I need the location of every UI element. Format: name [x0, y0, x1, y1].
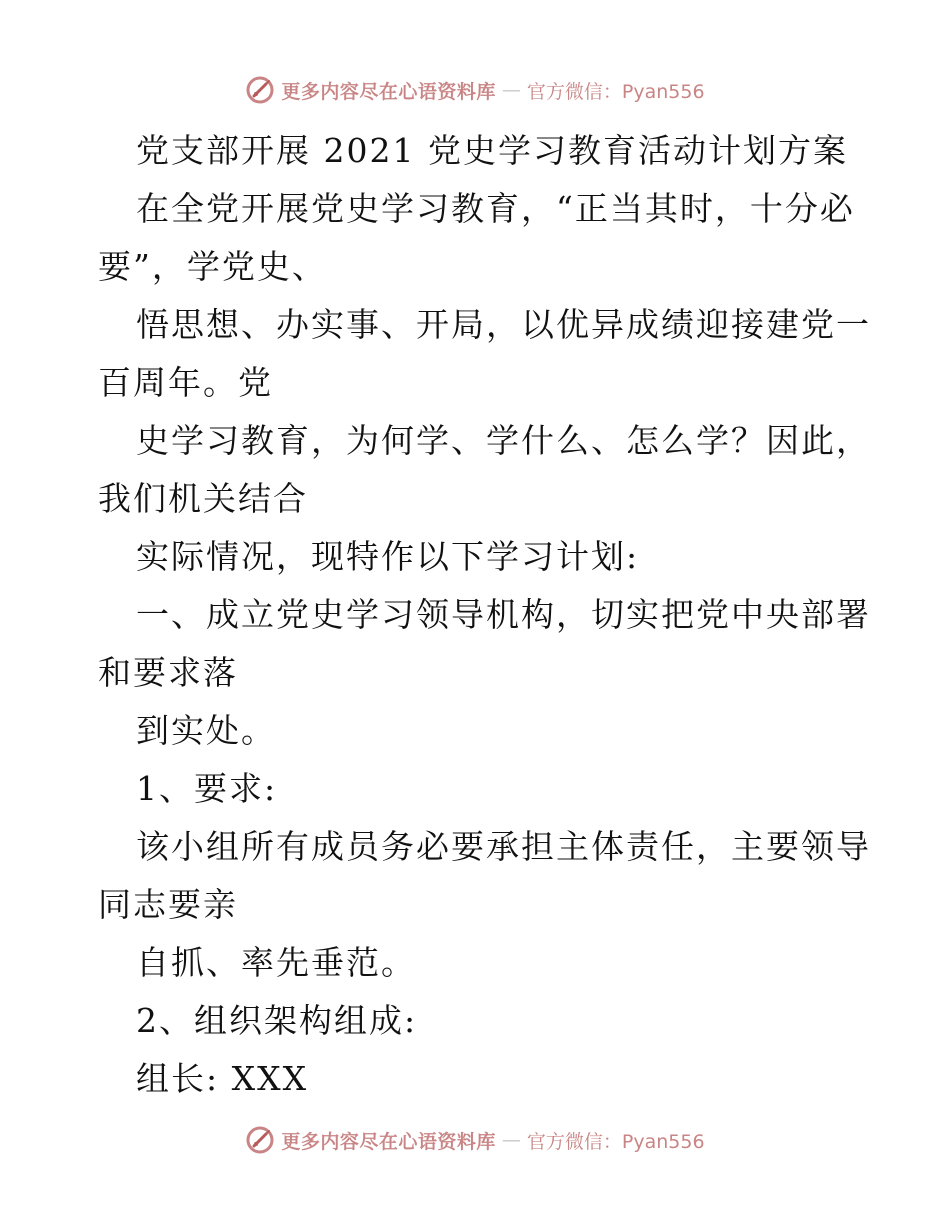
paragraph-line: 同志要亲: [98, 885, 238, 924]
subheading-requirements: 1、要求:: [136, 769, 278, 808]
watermark-separator: —: [501, 79, 521, 101]
document-title: 党支部开展 2021 党史学习教育活动计划方案: [136, 131, 848, 170]
watermark-contact: 官方微信：Pyan556: [526, 1130, 705, 1153]
paragraph-line: 要”，学党史、: [98, 247, 327, 286]
paragraph-line: 到实处。: [136, 711, 276, 750]
paragraph-line: 悟思想、办实事、开局，以优异成绩迎接建党一: [136, 305, 871, 344]
paragraph-line: 实际情况，现特作以下学习计划:: [136, 537, 640, 576]
pen-logo-icon: [245, 75, 275, 105]
paragraph-line: 我们机关结合: [98, 479, 308, 518]
watermark-contact: 官方微信：Pyan556: [526, 80, 705, 103]
section-heading: 一、成立党史学习领导机构，切实把党中央部署: [136, 595, 871, 634]
paragraph-line: 在全党开展党史学习教育，“正当其时，十分必: [136, 189, 855, 228]
watermark-footer: [0, 1120, 950, 1160]
group-leader-line: 组长: XXX: [136, 1059, 309, 1098]
watermark-text: 更多内容尽在心语资料库: [281, 80, 496, 103]
document-body: [98, 122, 871, 1108]
paragraph-line: 自抓、率先垂范。: [136, 943, 416, 982]
watermark-text: 更多内容尽在心语资料库: [281, 1130, 496, 1153]
paragraph-line: 百周年。党: [98, 363, 273, 402]
watermark-header: [0, 70, 950, 110]
paragraph-line: 该小组所有成员务必要承担主体责任，主要领导: [136, 827, 871, 866]
paragraph-line: 史学习教育，为何学、学什么、怎么学？因此，: [136, 421, 871, 460]
pen-logo-icon: [245, 1125, 275, 1155]
watermark-separator: —: [501, 1129, 521, 1151]
section-heading-cont: 和要求落: [98, 653, 238, 692]
subheading-structure: 2、组织架构组成:: [136, 1001, 418, 1040]
